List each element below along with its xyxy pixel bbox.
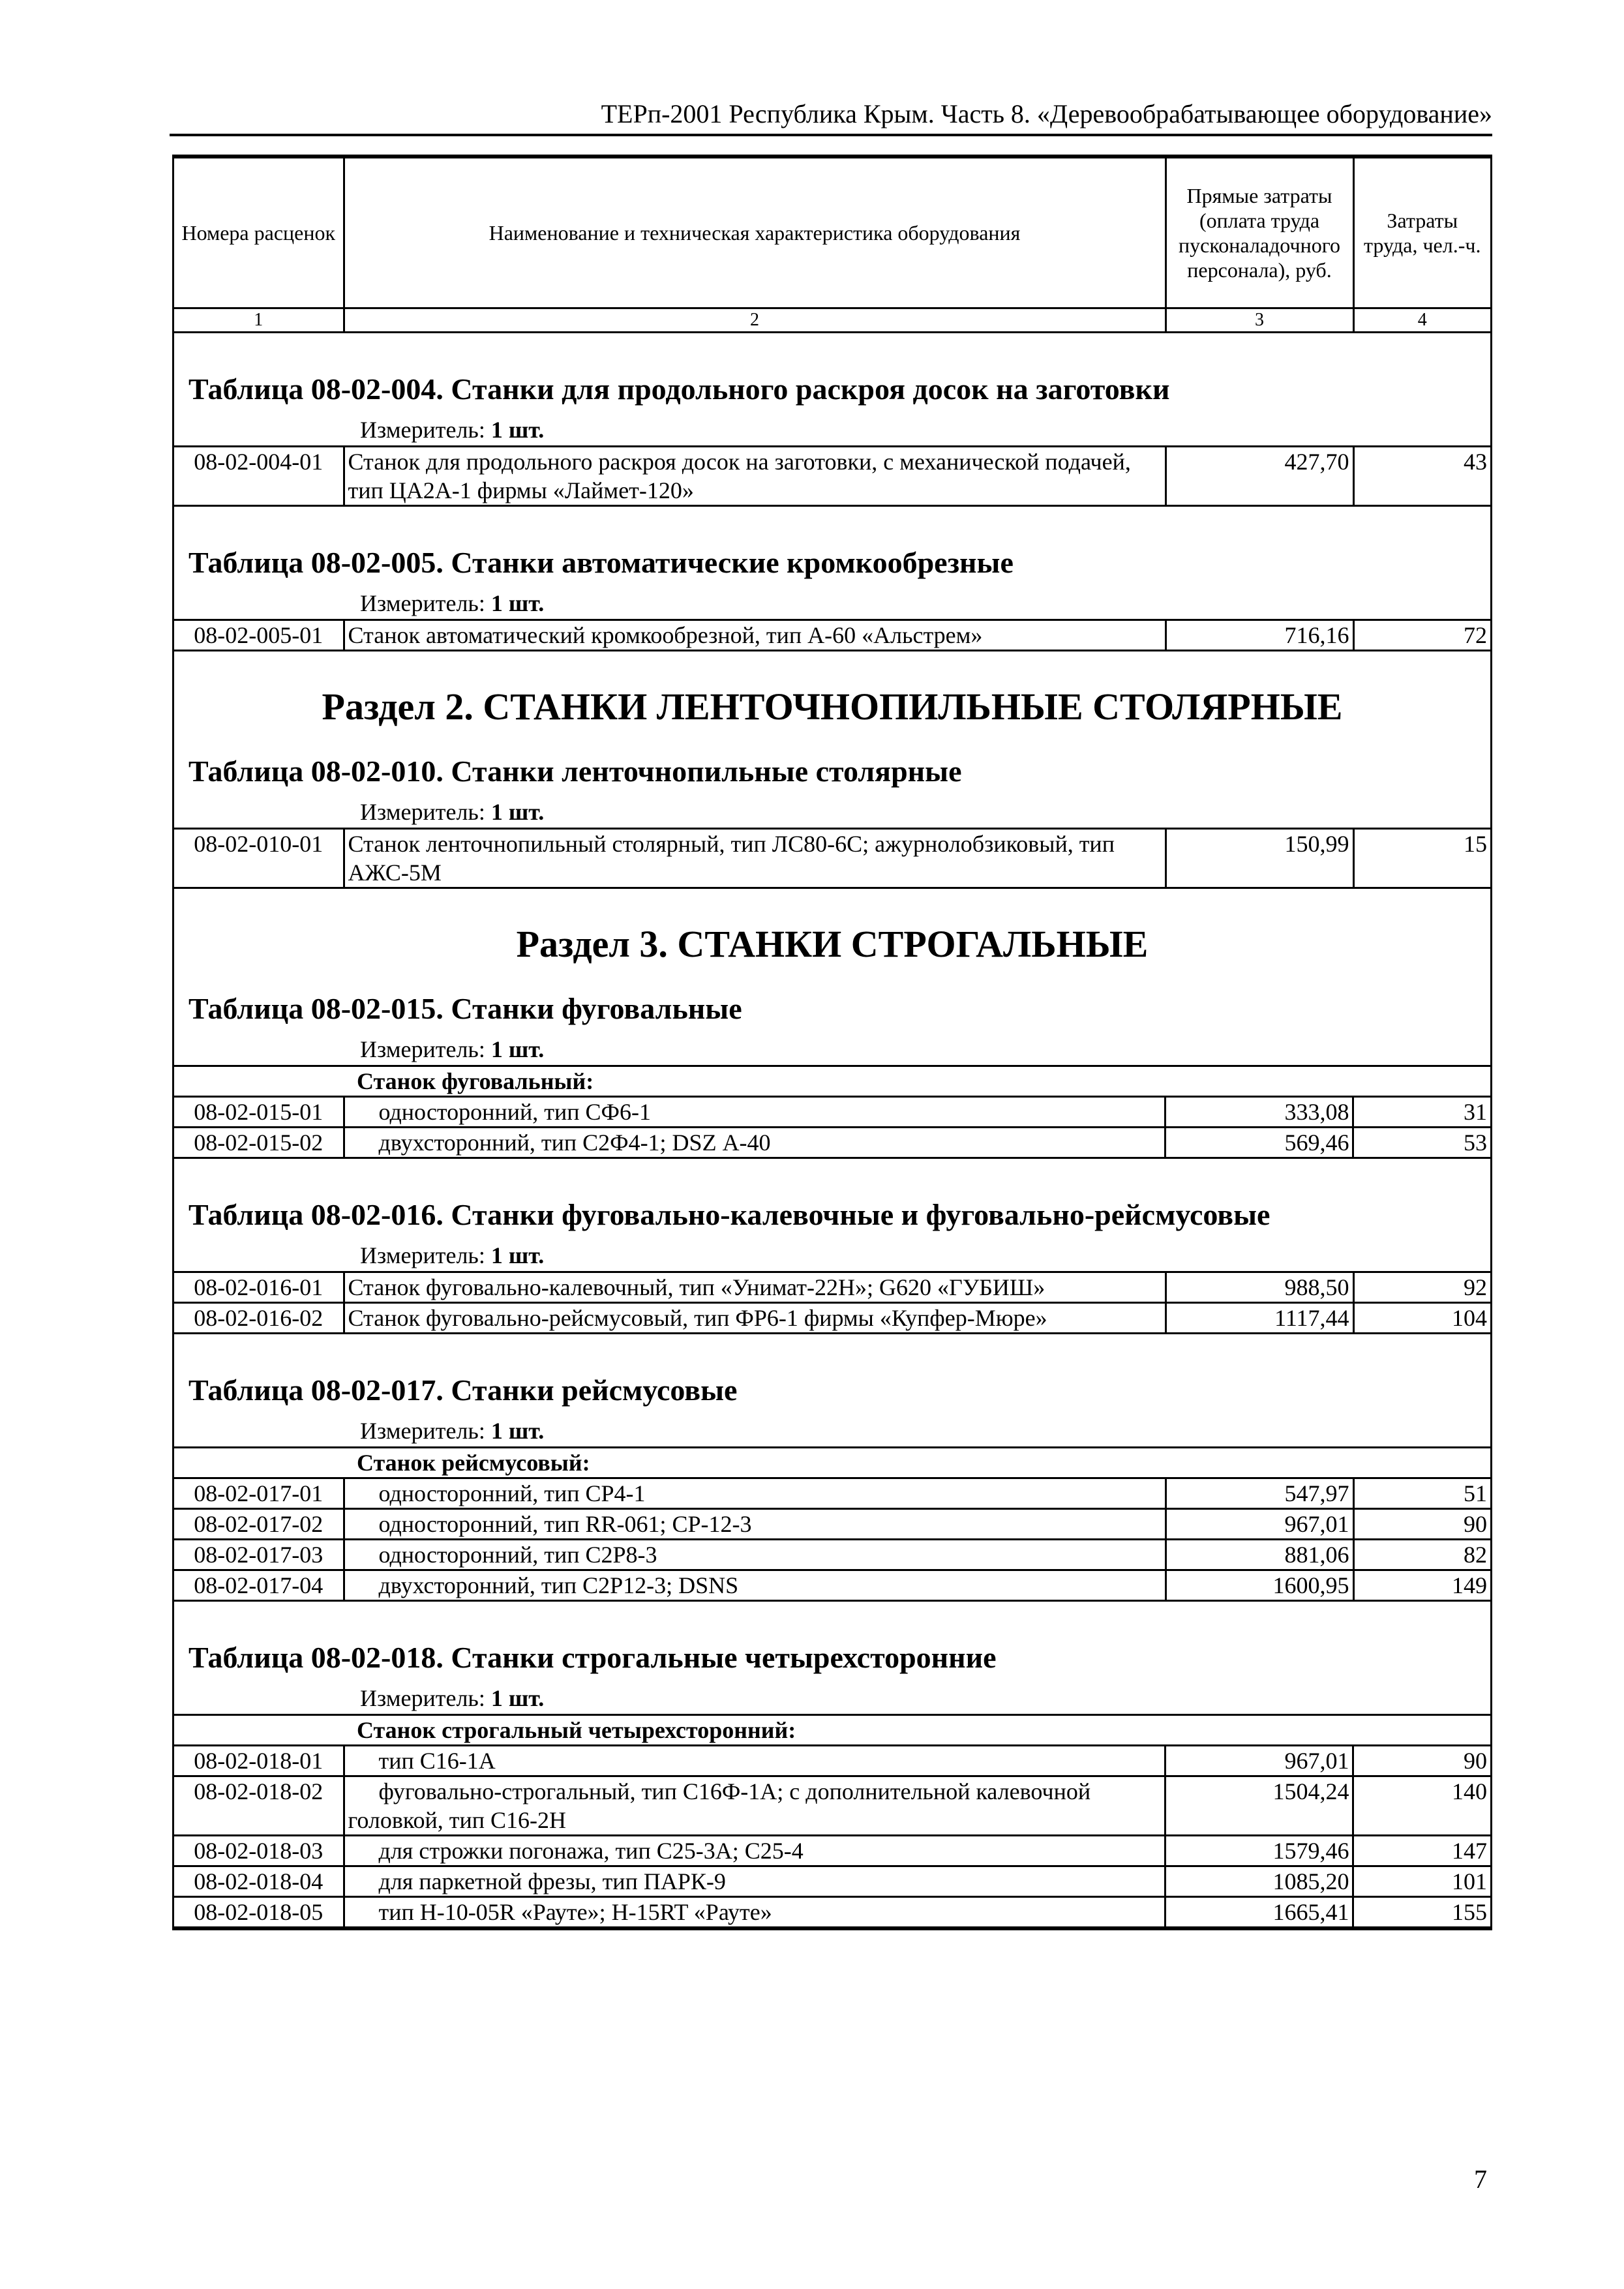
measure-value: 1 шт. xyxy=(490,1242,545,1268)
measure-value: 1 шт. xyxy=(490,1036,545,1062)
row-code: 08-02-016-02 xyxy=(174,1303,344,1334)
row-name: Станок фуговально-рейсмусовый, тип ФР6-1 фирмы «Купфер-Мюре» xyxy=(344,1303,1165,1334)
table-row xyxy=(174,829,1490,888)
row-cost: 150,99 xyxy=(1165,829,1353,888)
table-title-004: Таблица 08-02-004. Станки для продольного раскроя досок на заготовки xyxy=(188,372,1170,406)
row-code: 08-02-018-04 xyxy=(174,1866,344,1897)
col-header-direct-costs: Прямые затраты (оплата труда пусконаладочного персонала), руб. xyxy=(1165,158,1353,308)
measure-line xyxy=(174,1027,1490,1065)
table-title-010: Таблица 08-02-010. Станки ленточнопильные столярные xyxy=(188,755,962,788)
table-016-rows xyxy=(174,1271,1490,1334)
row-name: односторонний, тип RR-061; СР-12-3 xyxy=(344,1509,1165,1540)
group-row xyxy=(174,1066,1490,1097)
section-2-heading: Раздел 2. СТАНКИ ЛЕНТОЧНОПИЛЬНЫЕ СТОЛЯРНЫЕ xyxy=(322,685,1343,728)
row-code: 08-02-018-01 xyxy=(174,1746,344,1776)
row-labor: 15 xyxy=(1353,829,1490,888)
measure-line xyxy=(174,790,1490,828)
row-code: 08-02-018-03 xyxy=(174,1836,344,1866)
row-labor: 140 xyxy=(1353,1776,1490,1836)
row-cost: 1117,44 xyxy=(1165,1303,1353,1334)
table-title-015: Таблица 08-02-015. Станки фуговальные xyxy=(188,992,742,1025)
row-code: 08-02-010-01 xyxy=(174,829,344,888)
col-header-codes: Номера расценок xyxy=(174,158,344,308)
row-cost: 1665,41 xyxy=(1165,1897,1353,1928)
row-cost: 988,50 xyxy=(1165,1272,1353,1303)
row-cost: 1600,95 xyxy=(1165,1570,1353,1601)
table-title-018: Таблица 08-02-018. Станки строгальные четырехсторонние xyxy=(188,1641,997,1674)
table-row xyxy=(174,447,1490,506)
column-header xyxy=(174,157,1490,333)
measure-line xyxy=(174,1409,1490,1446)
col-number-1: 1 xyxy=(174,308,344,333)
table-row xyxy=(174,1570,1490,1601)
row-labor: 82 xyxy=(1353,1540,1490,1570)
row-code: 08-02-015-01 xyxy=(174,1097,344,1128)
measure-value: 1 шт. xyxy=(490,1418,545,1444)
col-number-2: 2 xyxy=(344,308,1165,333)
table-row xyxy=(174,620,1490,651)
col-number-3: 3 xyxy=(1165,308,1353,333)
section-3-heading: Раздел 3. СТАНКИ СТРОГАЛЬНЫЕ xyxy=(516,923,1149,965)
group-label: Станок строгальный четырехсторонний: xyxy=(344,1715,1490,1746)
table-row xyxy=(174,1303,1490,1334)
group-label: Станок рейсмусовый: xyxy=(344,1448,1490,1478)
row-labor: 72 xyxy=(1353,620,1490,651)
table-005-rows xyxy=(174,619,1490,651)
table-title-017: Таблица 08-02-017. Станки рейсмусовые xyxy=(188,1373,738,1407)
table-row xyxy=(174,1097,1490,1128)
measure-label: Измеритель: xyxy=(360,1418,485,1444)
running-header: ТЕРп-2001 Республика Крым. Часть 8. «Деревообрабатывающее оборудование» xyxy=(170,98,1492,136)
col-header-labor: Затраты труда, чел.-ч. xyxy=(1353,158,1490,308)
table-010-rows xyxy=(174,828,1490,889)
row-labor: 155 xyxy=(1353,1897,1490,1928)
table-row xyxy=(174,1746,1490,1776)
row-cost: 427,70 xyxy=(1165,447,1353,506)
row-name: тип С16-1А xyxy=(344,1746,1165,1776)
row-cost: 547,97 xyxy=(1165,1478,1353,1509)
table-row xyxy=(174,1540,1490,1570)
measure-label: Измеритель: xyxy=(360,1685,485,1711)
row-code: 08-02-015-02 xyxy=(174,1128,344,1158)
measure-line xyxy=(174,408,1490,445)
page-number: 7 xyxy=(1474,2164,1487,2194)
table-row xyxy=(174,1776,1490,1836)
row-code: 08-02-016-01 xyxy=(174,1272,344,1303)
measure-label: Измеритель: xyxy=(360,1036,485,1062)
table-017-rows xyxy=(174,1446,1490,1602)
row-name: тип Н-10-05R «Рауте»; Н-15RT «Рауте» xyxy=(344,1897,1165,1928)
row-name: Станок автоматический кромкообрезной, тип А-60 «Альстрем» xyxy=(344,620,1165,651)
row-code: 08-02-005-01 xyxy=(174,620,344,651)
row-cost: 1504,24 xyxy=(1165,1776,1353,1836)
table-row xyxy=(174,1897,1490,1928)
table-015-rows xyxy=(174,1065,1490,1159)
row-code: 08-02-018-05 xyxy=(174,1897,344,1928)
measure-value: 1 шт. xyxy=(490,799,545,825)
table-title-016: Таблица 08-02-016. Станки фуговально-калевочные и фуговально-рейсмусовые xyxy=(188,1198,1271,1231)
row-cost: 967,01 xyxy=(1165,1509,1353,1540)
row-name: для строжки погонажа, тип С25-3А; С25-4 xyxy=(344,1836,1165,1866)
table-row xyxy=(174,1509,1490,1540)
measure-label: Измеритель: xyxy=(360,417,485,443)
row-name: двухсторонний, тип С2Р12-3; DSNS xyxy=(344,1570,1165,1601)
measure-line xyxy=(174,1676,1490,1714)
row-name: Станок для продольного раскроя досок на заготовки, с механической подачей, тип ЦА2А-1 фирмы «Лаймет-120» xyxy=(344,447,1165,506)
table-row xyxy=(174,1866,1490,1897)
table-title-005: Таблица 08-02-005. Станки автоматические кромкообрезные xyxy=(188,546,1014,579)
group-row xyxy=(174,1448,1490,1478)
row-labor: 101 xyxy=(1353,1866,1490,1897)
row-labor: 53 xyxy=(1353,1128,1490,1158)
row-code: 08-02-017-01 xyxy=(174,1478,344,1509)
col-number-4: 4 xyxy=(1353,308,1490,333)
measure-label: Измеритель: xyxy=(360,590,485,616)
row-name: односторонний, тип С2Р8-3 xyxy=(344,1540,1165,1570)
table-row xyxy=(174,1836,1490,1866)
row-name: односторонний, тип СФ6-1 xyxy=(344,1097,1165,1128)
measure-value: 1 шт. xyxy=(490,590,545,616)
table-row xyxy=(174,1272,1490,1303)
row-code: 08-02-004-01 xyxy=(174,447,344,506)
col-header-name: Наименование и техническая характеристика оборудования xyxy=(344,158,1165,308)
row-code: 08-02-017-03 xyxy=(174,1540,344,1570)
row-cost: 967,01 xyxy=(1165,1746,1353,1776)
row-name: двухсторонний, тип С2Ф4-1; DSZ А-40 xyxy=(344,1128,1165,1158)
table-row xyxy=(174,1478,1490,1509)
row-cost: 716,16 xyxy=(1165,620,1353,651)
row-cost: 1085,20 xyxy=(1165,1866,1353,1897)
row-name: для паркетной фрезы, тип ПАРК-9 xyxy=(344,1866,1165,1897)
measure-label: Измеритель: xyxy=(360,799,485,825)
group-label: Станок фуговальный: xyxy=(344,1066,1490,1097)
row-labor: 104 xyxy=(1353,1303,1490,1334)
row-cost: 1579,46 xyxy=(1165,1836,1353,1866)
row-name: Станок ленточнопильный столярный, тип ЛС80-6С; ажурнолобзиковый, тип АЖС-5М xyxy=(344,829,1165,888)
row-labor: 90 xyxy=(1353,1509,1490,1540)
price-table xyxy=(172,155,1492,1930)
measure-value: 1 шт. xyxy=(490,417,545,443)
row-labor: 147 xyxy=(1353,1836,1490,1866)
row-cost: 333,08 xyxy=(1165,1097,1353,1128)
row-code: 08-02-017-04 xyxy=(174,1570,344,1601)
measure-line xyxy=(174,581,1490,619)
table-row xyxy=(174,1128,1490,1158)
row-code: 08-02-018-02 xyxy=(174,1776,344,1836)
row-labor: 92 xyxy=(1353,1272,1490,1303)
measure-value: 1 шт. xyxy=(490,1685,545,1711)
row-labor: 90 xyxy=(1353,1746,1490,1776)
row-name: Станок фуговально-калевочный, тип «Унимат-22Н»; G620 «ГУБИШ» xyxy=(344,1272,1165,1303)
measure-label: Измеритель: xyxy=(360,1242,485,1268)
row-name: фуговально-строгальный, тип С16Ф-1А; с дополнительной калевочной головкой, тип С16-2Н xyxy=(344,1776,1165,1836)
measure-line xyxy=(174,1233,1490,1271)
row-cost: 881,06 xyxy=(1165,1540,1353,1570)
row-cost: 569,46 xyxy=(1165,1128,1353,1158)
row-labor: 149 xyxy=(1353,1570,1490,1601)
table-004-rows xyxy=(174,445,1490,507)
table-018-rows xyxy=(174,1714,1490,1928)
row-code: 08-02-017-02 xyxy=(174,1509,344,1540)
row-labor: 31 xyxy=(1353,1097,1490,1128)
group-row xyxy=(174,1715,1490,1746)
row-name: односторонний, тип СР4-1 xyxy=(344,1478,1165,1509)
row-labor: 51 xyxy=(1353,1478,1490,1509)
row-labor: 43 xyxy=(1353,447,1490,506)
